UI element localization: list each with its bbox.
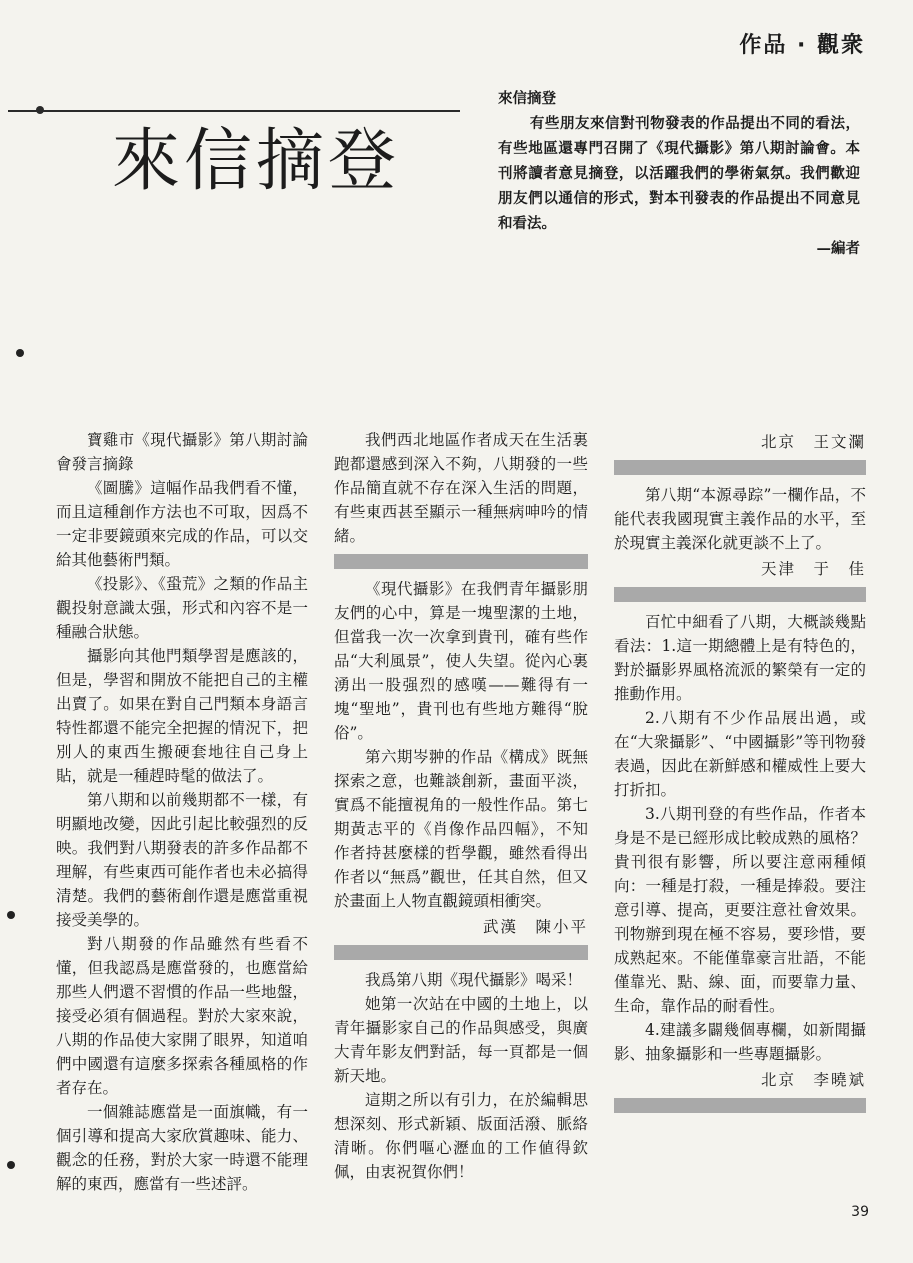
paragraph: 一個雜誌應當是一面旗幟，有一個引導和提高大家欣賞趣味、能力、觀念的任務，對於大家一時還不能理解的東西，應當有一些述評。 (56, 1103, 308, 1193)
letter-signature: 天津 于 佳 (760, 560, 866, 578)
divider-bar (614, 460, 866, 475)
paragraph: 《投影》、《蛩荒》之類的作品主觀投射意識太强，形式和內容不是一種融合狀態。 (56, 575, 308, 641)
divider-bar (614, 587, 866, 602)
paragraph: 第八期和以前幾期都不一樣，有明顯地改變，因此引起比較强烈的反映。我們對八期發表的許多作品都不理解，有些東西可能作者也未必搞得清楚。我們的藝術創作還是應當重視接受美學的。 (56, 791, 308, 929)
article-column-3 (614, 428, 866, 1121)
paragraph: 攝影向其他門類學習是應該的，但是，學習和開放不能把自己的主權出賣了。如果在對自己門類本身語言特性都還不能完全把握的情況下，把別人的東西生搬硬套地往自己身上貼，就是一種趕時髦的做法了。 (56, 647, 308, 785)
divider-bar (614, 1098, 866, 1113)
paragraph: 《現代攝影》在我們青年攝影朋友們的心中，算是一塊聖潔的土地，但當我一次一次拿到貴刊，確有些作品“大利風景”，使人失望。從內心裏湧出一股强烈的感嘆——難得有一塊“聖地”，貴刊也有些地方難得“脫俗”。 (334, 580, 588, 742)
margin-hole (16, 349, 24, 357)
paragraph: 2.八期有不少作品展出過，或在“大衆攝影”、“中國攝影”等刊物發表過，因此在新鮮感和權威性上要大打折扣。 (614, 709, 866, 799)
rule-dot (36, 106, 44, 114)
margin-hole (7, 911, 15, 919)
paragraph: 第八期“本源尋踪”一欄作品，不能代表我國現實主義作品的水平，至於現實主義深化就更談不上了。 (614, 486, 866, 552)
paragraph: 寶雞市《現代攝影》第八期討論會發言摘錄 (56, 431, 308, 473)
intro-heading: 來信摘登 (498, 90, 556, 107)
paragraph: 百忙中細看了八期，大概談幾點看法：1.這一期總體上是有特色的，對於攝影界風格流派的繁榮有一定的推動作用。 (614, 613, 866, 703)
paragraph: 這期之所以有引力，在於編輯思想深刻、形式新穎、版面活潑、脈絡清晰。你們嘔心瀝血的工作値得欽佩，由衷祝賀你們！ (334, 1091, 588, 1181)
paragraph: 她第一次站在中國的土地上，以青年攝影家自己的作品與感受，與廣大青年影友們對話，每一頁都是一個新天地。 (334, 995, 588, 1085)
title-rule (8, 110, 460, 112)
paragraph: 對八期發的作品雖然有些看不懂，但我認爲是應當發的，也應當給那些人們還不習慣的作品一些地盤，接受必須有個過程。對於大家來說，八期的作品使大家開了眼界，知道咱們中國還有這麼多探索各種風格的作者存在。 (56, 935, 308, 1097)
article-column-1 (56, 428, 308, 1196)
paragraph: 4.建議多闢幾個專欄，如新聞攝影、抽象攝影和一些專題攝影。 (614, 1021, 866, 1063)
article-column-2 (334, 428, 588, 1184)
letter-signature: 北京 王文瀾 (760, 433, 866, 451)
intro-body: 有些朋友來信對刊物發表的作品提出不同的看法，有些地區還專門召開了《現代攝影》第八期討論會。本刊將讀者意見摘登，以活躍我們的學術氣氛。我們歡迎朋友們以通信的形式，對本刊發表的作品提出不同意見和看法。 (498, 115, 860, 232)
intro-signature: —編者 (816, 240, 860, 257)
page-title: 來信摘登 (112, 122, 401, 201)
letter-signature: 武漢 陳小平 (482, 918, 588, 936)
paragraph: 第六期岑翀的作品《構成》既無探索之意，也難談創新，畫面平淡，實爲不能擅視角的一般性作品。第七期黃志平的《肖像作品四幅》，不知作者持甚麼樣的哲學觀，雖然看得出作者以“無爲”觀世，任其自然，但又於畫面上人物直觀鏡頭相衝突。 (334, 748, 588, 910)
paragraph: 《圖騰》這幅作品我們看不懂，而且這種創作方法也不可取，因爲不一定非要鏡頭來完成的作品，可以交給其他藝術門類。 (56, 479, 308, 569)
paragraph: 3.八期刊登的有些作品，作者本身是不是已經形成比較成熟的風格？貴刊很有影響，所以要注意兩種傾向：一種是打殺，一種是捧殺。要注意引導、提高，更要注意社會效果。刊物辦到現在極不容易，要珍惜，要成熟起來。不能僅靠豪言壯語，不能僅靠光、點、線、面，而要靠力量、生命，靠作品的耐看性。 (614, 805, 866, 1015)
divider-bar (334, 554, 588, 569)
section-tag: 作品 · 觀衆 (739, 33, 865, 58)
page-number: 39 (851, 1204, 869, 1220)
letter-signature: 北京 李曉斌 (760, 1071, 866, 1089)
paragraph: 我爲第八期《現代攝影》喝采！ (365, 971, 583, 989)
paragraph: 我們西北地區作者成天在生活裏跑都還感到深入不夠，八期發的一些作品簡直就不存在深入生活的問題，有些東西甚至顯示一種無病呻吟的情緒。 (334, 431, 588, 545)
margin-hole (7, 1161, 15, 1169)
divider-bar (334, 945, 588, 960)
editor-intro (498, 86, 860, 261)
